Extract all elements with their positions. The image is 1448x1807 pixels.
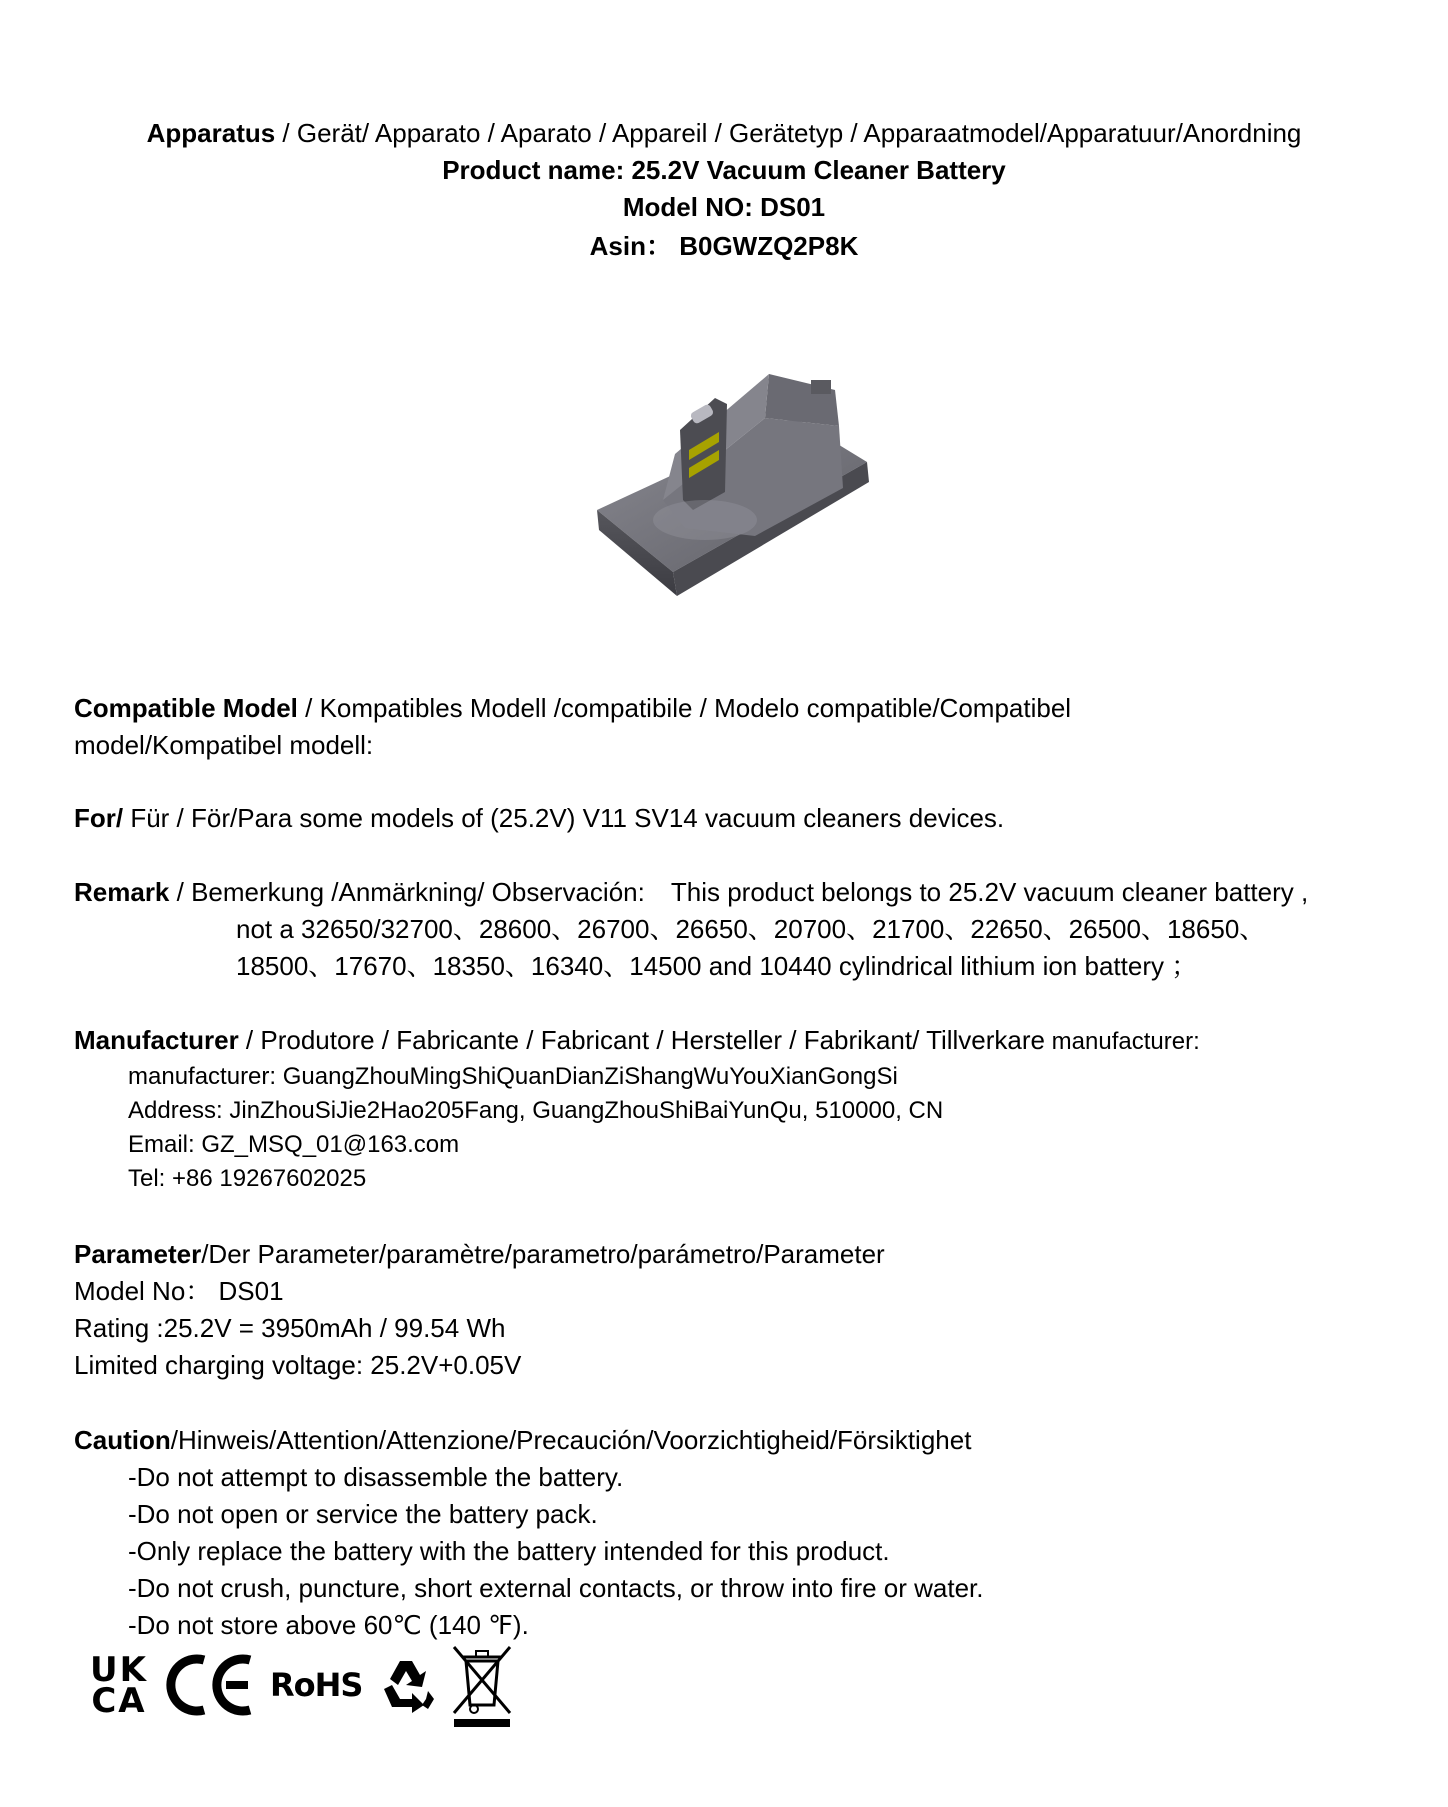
ukca-top: UK xyxy=(90,1649,148,1690)
parameter-model: Model No： DS01 xyxy=(74,1276,284,1306)
apparatus-line xyxy=(0,115,1448,151)
ukca-bottom: CA xyxy=(91,1680,147,1721)
manufacturer-heading xyxy=(74,1022,1394,1060)
remark-translations: / Bemerkung /Anmärkning/ Observación: xyxy=(169,877,645,907)
compatible-label: Compatible Model xyxy=(74,693,298,723)
manufacturer-address: Address: JinZhouSiJie2Hao205Fang, GuangZhouShiBaiYunQu, 510000, CN xyxy=(128,1097,944,1124)
parameter-section xyxy=(74,1236,1394,1384)
caution-item: -Do not store above 60℃ (140 ℉). xyxy=(128,1610,529,1640)
manufacturer-suffix: manufacturer: xyxy=(1045,1028,1200,1055)
model-number: Model NO: DS01 xyxy=(622,192,826,222)
apparatus-translations: / Gerät/ Apparato / Aparato / Appareil / Gerätetyp / Apparaatmodel/Apparatuur/Anordning xyxy=(275,118,1302,148)
compatible-line-1 xyxy=(74,690,1394,727)
product-name: Product name: 25.2V Vacuum Cleaner Battery xyxy=(442,155,1006,185)
apparatus-label: Apparatus xyxy=(146,118,276,148)
parameter-charging-voltage: Limited charging voltage: 25.2V+0.05V xyxy=(74,1350,522,1380)
caution-item: -Do not crush, puncture, short external contacts, or throw into fire or water. xyxy=(128,1573,984,1603)
remark-section xyxy=(74,874,1394,985)
remark-text: This product belongs to 25.2V vacuum cleaner battery , xyxy=(670,877,1309,907)
for-section xyxy=(74,800,1394,837)
compatible-translations: / Kompatibles Modell /compatibile / Modelo compatible/Compatibel xyxy=(297,693,1072,723)
certification-marks xyxy=(88,1640,528,1730)
ukca-mark-icon xyxy=(88,1649,150,1721)
ce-mark-icon xyxy=(164,1654,256,1716)
manufacturer-translations: / Produtore / Fabricante / Fabricant / Hersteller / Fabrikant/ Tillverkare xyxy=(238,1025,1046,1055)
manufacturer-email: Email: GZ_MSQ_01@163.com xyxy=(128,1131,460,1158)
rohs-mark-icon: RoHS xyxy=(270,1666,363,1704)
manufacturer-name: manufacturer: GuangZhouMingShiQuanDianZiShangWuYouXianGongSi xyxy=(128,1063,898,1090)
compatible-section xyxy=(74,690,1394,764)
asin: Asin： B0GWZQ2P8K xyxy=(589,231,859,261)
remark-label: Remark xyxy=(74,877,170,907)
for-label: For/ xyxy=(74,803,124,833)
caution-item: -Do not attempt to disassemble the battery. xyxy=(128,1462,624,1492)
remark-line-2: not a 32650/32700、28600、26700、26650、20700、21700、22650、26500、18650、 xyxy=(236,914,1266,944)
caution-item: -Only replace the battery with the battery intended for this product. xyxy=(128,1536,890,1566)
manufacturer-tel: Tel: +86 19267602025 xyxy=(128,1165,367,1192)
parameter-label: Parameter xyxy=(74,1239,202,1269)
caution-section xyxy=(74,1422,1394,1644)
caution-item: -Do not open or service the battery pack. xyxy=(128,1499,598,1529)
remark-line-3: 18500、17670、18350、16340、14500 and 10440 cylindrical lithium ion battery ； xyxy=(236,951,1198,981)
parameter-rating: Rating :25.2V = 3950mAh / 99.54 Wh xyxy=(74,1313,506,1343)
remark-line-1 xyxy=(74,874,1394,911)
parameter-translations: /Der Parameter/paramètre/parametro/parámetro/Parameter xyxy=(201,1239,885,1269)
weee-bin-icon xyxy=(450,1643,514,1727)
compatible-line-2: model/Kompatibel modell: xyxy=(74,730,374,760)
manufacturer-section xyxy=(74,1022,1394,1196)
caution-translations: /Hinweis/Attention/Attenzione/Precaución/Voorzichtigheid/Försiktighet xyxy=(170,1425,972,1455)
battery-product-image xyxy=(585,360,885,620)
for-text: Für / För/Para some models of (25.2V) V11 SV14 vacuum cleaners devices. xyxy=(123,803,1005,833)
manufacturer-label: Manufacturer xyxy=(74,1025,239,1055)
recycle-icon xyxy=(376,1655,436,1715)
parameter-heading xyxy=(74,1236,1394,1273)
caution-heading xyxy=(74,1422,1394,1459)
caution-label: Caution xyxy=(74,1425,171,1455)
